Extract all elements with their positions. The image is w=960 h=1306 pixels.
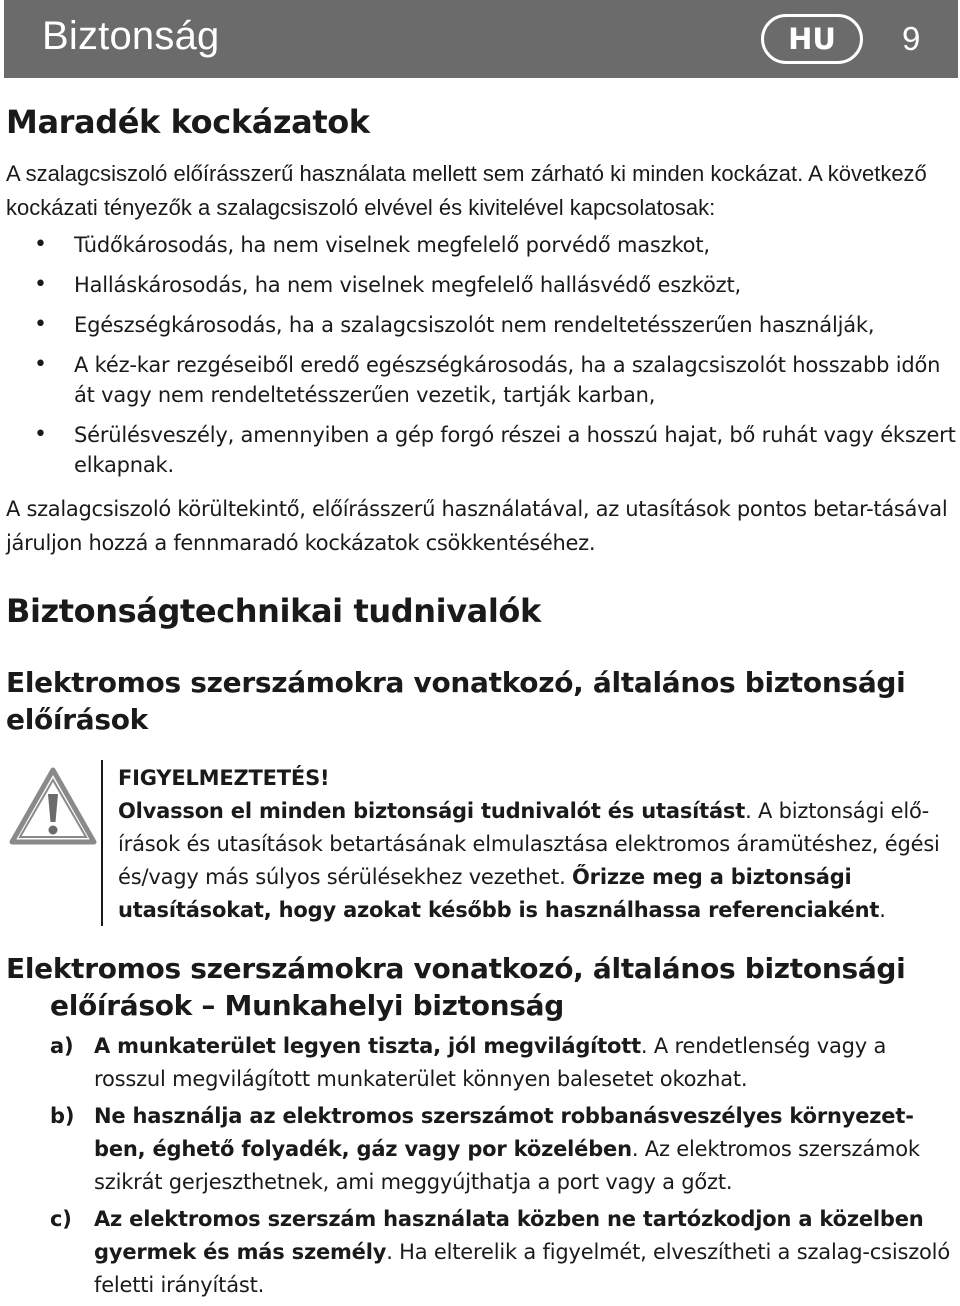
warning-label: FIGYELMEZTETÉS! [118,766,330,790]
bullet-icon: • [34,232,47,257]
list-item: • A kéz-kar rezgéseiből eredő egészségkárosodás, ha a szalagcsiszolót hosszabb időn át vagy nem rendeltetésszerűen vezetik, tartják karban, [34,352,941,407]
list-item: b) Ne használja az elektromos szerszámot robbanásveszélyes környezet-ben, éghető folyadék, gáz vagy por közelében. Az elektromos szerszámok szikrát gerjeszthetnek, ami meggyújthatja a port vagy a gőzt. [0,1100,956,1199]
list-item: a) A munkaterület legyen tiszta, jól megvilágított. A rendetlenség vagy a rosszul megvilágított munkaterület könnyen balesetet okozhat. [0,1030,956,1096]
warning-divider [101,760,103,926]
warning-triangle-icon [8,766,98,846]
page-number: 9 [902,20,921,57]
list-item: • Sérülésveszély, amennyiben a gép forgó részei a hosszú hajat, bő ruhát vagy ékszert elkapnak. [34,422,956,477]
bullet-icon: • [34,272,47,297]
item-letter: a) [50,1034,74,1058]
residual-risks-outro: A szalagcsiszoló körültekintő, előírásszerű használatával, az utasítások pontos betar-tásával járuljon hozzá a fennmaradó kockázatok csökkentéséhez. [6,497,948,555]
subsection-title-workplace: Elektromos szerszámokra vonatkozó, általános biztonsági előírások – Munkahelyi biztonság [6,952,906,1022]
risk-list [0,230,960,490]
list-item: • Egészségkárosodás, ha a szalagcsiszolót nem rendeltetésszerűen használják, [0,310,958,340]
residual-risks-intro: A szalagcsiszoló előírásszerű használata mellett sem zárható ki minden kockázat. A következő kockázati tényezők a szalagcsiszoló elvével és kivitelével kapcsolatosak: [6,161,927,220]
warning-text [118,762,954,927]
workplace-safety-list [0,1030,960,1306]
item-letter: b) [50,1104,75,1128]
bullet-icon: • [34,422,47,447]
list-item: c) Az elektromos szerszám használata közben ne tartózkodjon a közelben gyermek és más személy. Ha elterelik a figyelmét, elveszítheti a szalag-csiszoló feletti irányítást. [0,1203,956,1302]
bullet-icon: • [34,352,47,377]
section-title-safety-info: Biztonságtechnikai tudnivalók [6,592,541,630]
header-title: Biztonság [42,14,220,58]
bullet-icon: • [34,312,47,337]
language-badge: HU [761,14,863,64]
list-item: • Tüdőkárosodás, ha nem viselnek megfelelő porvédő maszkot, [0,230,958,260]
list-item: • Halláskárosodás, ha nem viselnek megfelelő hallásvédő eszközt, [0,270,958,300]
page-header [4,0,958,78]
warning-body: Olvasson el minden biztonsági tudnivalót és utasítást. A biztonsági elő-írások és utasítások betartásának elmulasztása elektromos áramütéshez, égési és/vagy más súlyos sérülésekhez vezethet. Őrizze meg a biztonsági utasításokat, hogy azokat később is használhassa referenciaként. [118,799,940,922]
item-letter: c) [50,1207,72,1231]
subsection-title-general: Elektromos szerszámokra vonatkozó, általános biztonsági előírások [6,666,906,736]
section-title-residual-risks: Maradék kockázatok [6,103,370,141]
